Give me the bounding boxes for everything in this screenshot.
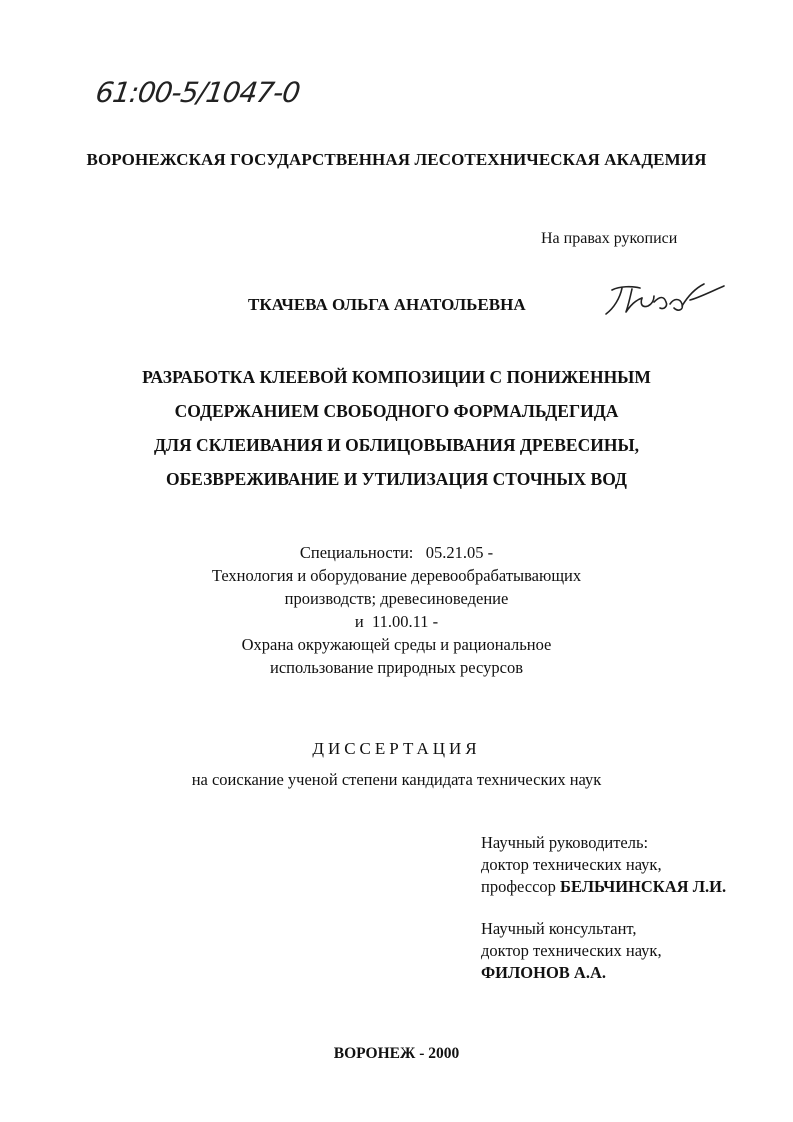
dissertation-label: ДИССЕРТАЦИЯ xyxy=(312,739,481,758)
consultant-block xyxy=(481,918,662,984)
title-line: ДЛЯ СКЛЕИВАНИЯ И ОБЛИЦОВЫВАНИЯ ДРЕВЕСИНЫ, xyxy=(153,435,640,455)
supervisor-line xyxy=(481,876,726,898)
supervisor-role: Научный руководитель: xyxy=(481,833,649,852)
specialty-line: использование природных ресурсов xyxy=(269,658,524,677)
specialty-line: Технология и оборудование деревообрабатывающих xyxy=(211,566,582,585)
specialties-block xyxy=(0,541,793,679)
consultant-role: Научный консультант, xyxy=(481,919,637,938)
author-signature xyxy=(598,276,730,324)
title-line: СОДЕРЖАНИЕМ СВОБОДНОГО ФОРМАЛЬДЕГИДА xyxy=(174,401,619,421)
specialty-line: производств; древесиноведение xyxy=(284,589,509,608)
handwritten-catalog-code: 61:00-5/1047-0 xyxy=(93,76,302,109)
specialty-line: и 11.00.11 - xyxy=(354,612,439,631)
consultant-name: ФИЛОНОВ А.А. xyxy=(481,963,607,982)
dissertation-title xyxy=(0,360,793,496)
specialty-line: Специальности: 05.21.05 - xyxy=(299,543,494,562)
city-year: ВОРОНЕЖ - 2000 xyxy=(333,1045,460,1062)
supervisor-name: БЕЛЬЧИНСКАЯ Л.И. xyxy=(560,877,727,896)
title-line: РАЗРАБОТКА КЛЕЕВОЙ КОМПОЗИЦИИ С ПОНИЖЕННЫМ xyxy=(142,367,651,387)
dissertation-subtitle: на соискание ученой степени кандидата технических наук xyxy=(191,770,602,789)
supervisor-title: профессор xyxy=(481,877,561,896)
supervisor-degree: доктор технических наук, xyxy=(481,855,662,874)
title-line: ОБЕЗВРЕЖИВАНИЕ И УТИЛИЗАЦИЯ СТОЧНЫХ ВОД xyxy=(166,469,627,489)
academy-name: ВОРОНЕЖСКАЯ ГОСУДАРСТВЕННАЯ ЛЕСОТЕХНИЧЕСКАЯ АКАДЕМИЯ xyxy=(86,150,707,169)
rights-note: На правах рукописи xyxy=(541,230,678,247)
specialty-line: Охрана окружающей среды и рациональное xyxy=(241,635,552,654)
supervisor-block xyxy=(481,832,726,898)
consultant-degree: доктор технических наук, xyxy=(481,941,662,960)
author-name: ТКАЧЕВА ОЛЬГА АНАТОЛЬЕВНА xyxy=(248,295,526,314)
